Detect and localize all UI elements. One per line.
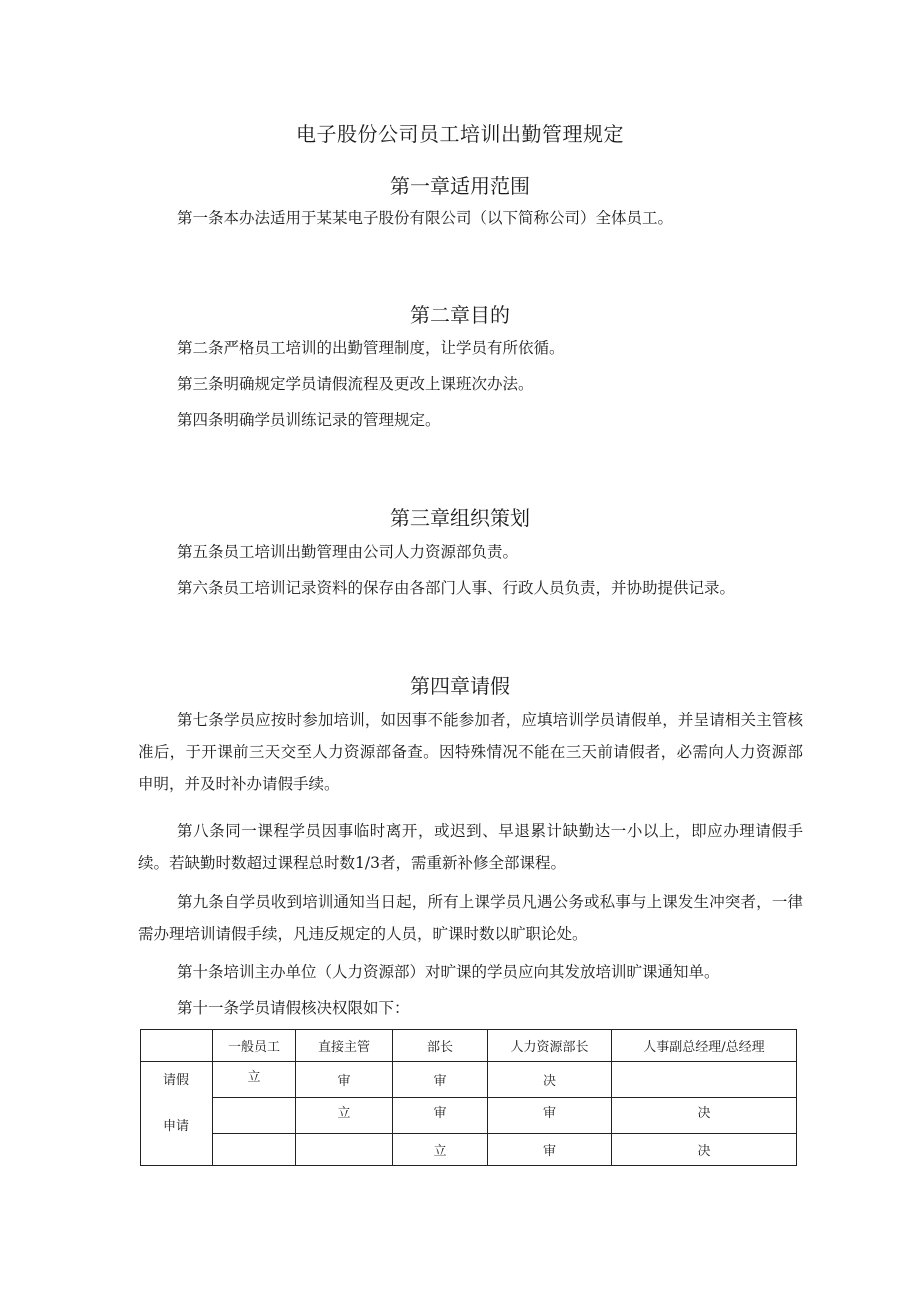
table-cell: 立 [296, 1098, 393, 1134]
leave-approval-table [140, 1029, 797, 1166]
article-4: 第四条明确学员训练记录的管理规定。 [177, 411, 441, 429]
article-3: 第三条明确规定学员请假流程及更改上课班次办法。 [177, 375, 534, 393]
article-6: 第六条员工培训记录资料的保存由各部门人事、行政人员负责，并协助提供记录。 [177, 579, 736, 597]
table-cell: 决 [612, 1098, 797, 1134]
chapter-4-heading: 第四章请假 [410, 674, 510, 698]
table-row [141, 1062, 797, 1098]
table-cell: 审 [488, 1134, 612, 1166]
article-10: 第十条培训主办单位（人力资源部）对旷课的学员应向其发放培训旷课通知单。 [177, 963, 720, 981]
table-cell: 决 [488, 1062, 612, 1098]
article-5: 第五条员工培训出勤管理由公司人力资源部负责。 [177, 543, 519, 561]
table-header-row [141, 1030, 797, 1062]
chapter-1-heading: 第一章适用范围 [390, 174, 530, 198]
document-title: 电子股份公司员工培训出勤管理规定 [296, 122, 624, 146]
article-9: 第九条自学员收到培训通知当日起，所有上课学员凡遇公务或私事与上课发生冲突者，一律需办理培训请假手续，凡违反规定的人员，旷课时数以旷职论处。 [138, 893, 803, 943]
article-7: 第七条学员应按时参加培训，如因事不能参加者，应填培训学员请假单，并呈请相关主管核准后，于开课前三天交至人力资源部备查。因特殊情况不能在三天前请假者，必需向人力资源部申明，并及时补办请假手续。 [138, 711, 803, 793]
table-cell: 决 [612, 1134, 797, 1166]
row-label-leave: 请假 [162, 1073, 189, 1088]
table-cell [296, 1134, 393, 1166]
table-header-cell: 人力资源部长 [488, 1030, 612, 1062]
table-cell: 审 [393, 1098, 488, 1134]
chapter-3-heading: 第三章组织策划 [390, 506, 530, 530]
table-cell: 审 [296, 1062, 393, 1098]
article-2: 第二条严格员工培训的出勤管理制度，让学员有所依循。 [177, 339, 565, 357]
table-cell [213, 1098, 296, 1134]
table-row [141, 1134, 797, 1166]
table-row [141, 1098, 797, 1134]
article-8: 第八条同一课程学员因事临时离开，或迟到、早退累计缺勤达一小以上，即应办理请假手续。若缺勤时数超过课程总时数1/3者，需重新补修全部课程。 [138, 822, 803, 872]
table-header-cell: 直接主管 [296, 1030, 393, 1062]
table-cell: 审 [488, 1098, 612, 1134]
table-cell: 立 [393, 1134, 488, 1166]
article-1: 第一条本办法适用于某某电子股份有限公司（以下简称公司）全体员工。 [177, 209, 674, 227]
chapter-2-heading: 第二章目的 [410, 303, 510, 327]
row-label-application: 申请 [162, 1119, 189, 1134]
table-cell [213, 1134, 296, 1166]
table-cell: 立 [213, 1062, 296, 1098]
table-cell [612, 1062, 797, 1098]
table-cell: 审 [393, 1062, 488, 1098]
table-header-cell [141, 1030, 213, 1062]
article-11: 第十一条学员请假核决权限如下： [177, 999, 410, 1017]
table-header-cell: 一般员工 [213, 1030, 296, 1062]
table-header-cell: 人事副总经理/总经理 [612, 1030, 797, 1062]
table-header-cell: 部长 [393, 1030, 488, 1062]
